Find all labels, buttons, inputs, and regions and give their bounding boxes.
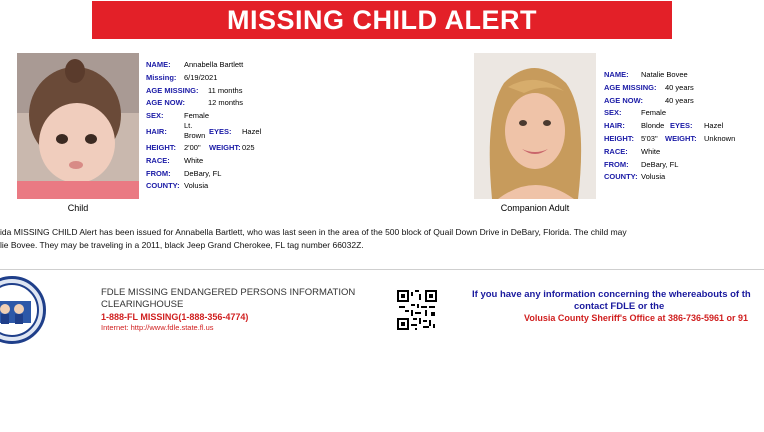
alert-banner: MISSING CHILD ALERT: [92, 1, 672, 39]
field-label: HAIR:: [146, 126, 167, 136]
field-label: WEIGHT:: [665, 133, 697, 143]
field-value: Volusia: [184, 181, 209, 191]
description-line-2: lie Bovee. They may be traveling in a 2011, black Jeep Grand Cherokee, FL tag number 66032Z.: [0, 240, 364, 250]
field-value: Natalie Bovee: [641, 70, 688, 79]
child-field-hair-eyes: [146, 120, 286, 142]
adult-field-hair-eyes: [604, 120, 764, 133]
child-field-age-missing: [146, 85, 286, 98]
adult-field-county: [604, 171, 764, 184]
field-value: Hazel: [704, 121, 724, 131]
tip-line-3: Volusia County Sheriff's Office at 386-736-5961 or 91: [524, 313, 749, 323]
qr-code: [397, 290, 437, 330]
field-value: DeBary, FL: [641, 159, 679, 169]
org-line-1: FDLE MISSING ENDANGERED PERSONS INFORMATION: [101, 287, 356, 298]
adult-field-age-now: [604, 95, 764, 108]
field-label: SEX:: [146, 111, 164, 121]
field-label: FROM:: [604, 159, 629, 169]
fdle-clearinghouse: [101, 287, 355, 310]
field-value: Hazel: [242, 126, 262, 136]
field-value: 5'03": [641, 133, 658, 143]
child-field-from: [146, 168, 286, 181]
hotline-phone: 1-888-FL MISSING(1-888-356-4774): [101, 312, 249, 322]
adult-caption: Companion Adult: [500, 203, 570, 213]
field-label: COUNTY:: [146, 181, 180, 191]
child-caption: Child: [67, 203, 89, 213]
divider: [0, 269, 764, 270]
adult-field-sex: [604, 107, 764, 120]
field-label: Missing:: [146, 72, 177, 82]
field-value: White: [184, 155, 204, 165]
field-value: 12 months: [208, 98, 244, 108]
tip-line-2: contact FDLE or the: [574, 301, 665, 312]
adult-field-race: [604, 146, 764, 159]
field-label: FROM:: [146, 168, 171, 178]
field-label: HAIR:: [604, 121, 625, 131]
field-label: EYES:: [670, 121, 693, 131]
field-value: Annabella Bartlett: [184, 60, 244, 69]
field-value: 6/19/2021: [184, 72, 218, 82]
field-value: Female: [184, 111, 210, 121]
field-value: Volusia: [641, 172, 666, 182]
field-label: NAME:: [604, 70, 629, 79]
child-field-age-now: [146, 97, 286, 110]
field-value: Brown: [184, 130, 206, 140]
child-field-name: [146, 59, 286, 72]
description-line-1: ida MISSING CHILD Alert has been issued for Annabella Bartlett, who was last seen in the area of the 500 block of Quail Down Drive in DeBary, Florida. The child may: [0, 227, 627, 237]
field-label: RACE:: [146, 155, 170, 165]
field-value: Female: [641, 108, 667, 118]
field-label: AGE MISSING:: [146, 85, 199, 95]
field-label: WEIGHT:: [209, 142, 241, 152]
tip-line-1: If you have any information concerning the whereabouts of th: [472, 289, 751, 300]
field-value: Unknown: [704, 133, 736, 143]
field-value: 11 months: [208, 85, 243, 95]
field-value: Lt.: [184, 120, 193, 130]
field-value: 2'00": [184, 142, 201, 152]
field-label: RACE:: [604, 146, 628, 156]
field-label: HEIGHT:: [146, 142, 176, 152]
child-field-missing: [146, 72, 286, 85]
adult-info: [604, 69, 764, 184]
adult-field-height-weight: [604, 133, 764, 146]
org-line-2: CLEARINGHOUSE: [101, 298, 184, 310]
field-value: 40 years: [665, 95, 694, 105]
fdle-seal-logo: [0, 276, 46, 344]
child-photo: [17, 53, 139, 199]
field-value: 025: [242, 142, 255, 152]
field-label: SEX:: [604, 108, 622, 118]
field-label: AGE MISSING:: [604, 82, 657, 92]
field-value: 40 years: [665, 82, 694, 92]
field-value: DeBary, FL: [184, 168, 222, 178]
adult-field-age-missing: [604, 82, 764, 95]
child-field-county: [146, 180, 286, 193]
field-value: White: [641, 146, 661, 156]
child-field-height-weight: [146, 142, 286, 155]
field-label: AGE NOW:: [604, 95, 644, 105]
field-value: Blonde: [641, 121, 665, 131]
adult-photo: [474, 53, 596, 199]
field-label: COUNTY:: [604, 172, 638, 182]
child-field-race: [146, 155, 286, 168]
adult-field-name: [604, 69, 764, 82]
field-label: HEIGHT:: [604, 133, 634, 143]
adult-field-from: [604, 159, 764, 172]
fdle-website-link[interactable]: Internet: http://www.fdle.state.fl.us: [101, 323, 214, 332]
child-field-sex: [146, 110, 286, 123]
field-label: NAME:: [146, 60, 171, 69]
field-label: AGE NOW:: [146, 98, 186, 108]
child-info: [146, 59, 286, 193]
field-label: EYES:: [209, 126, 232, 136]
